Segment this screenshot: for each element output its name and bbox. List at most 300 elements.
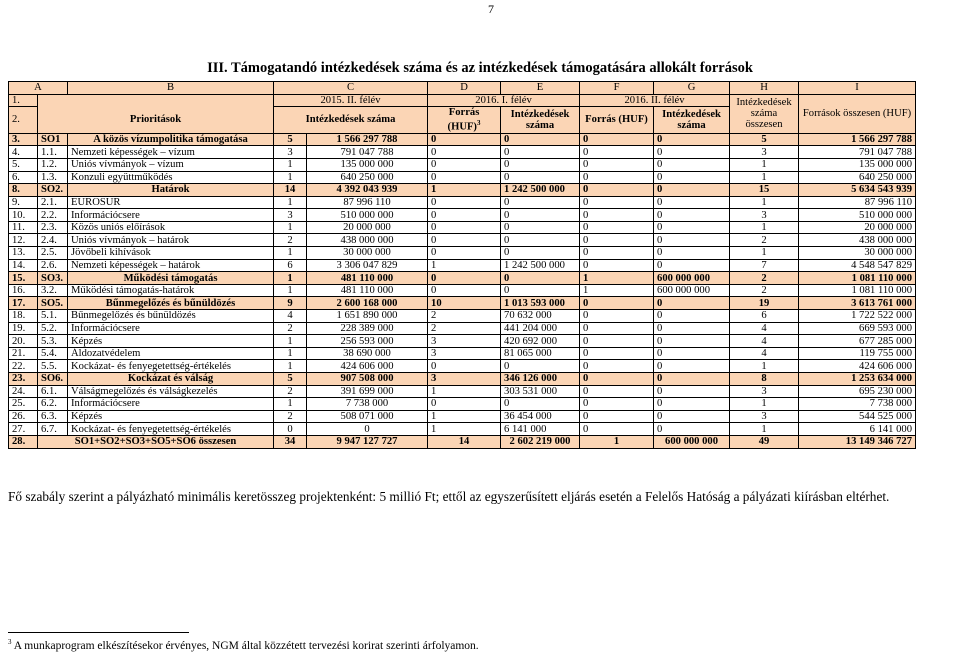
table-cell: 256 593 000 bbox=[307, 335, 428, 348]
table-cell: 1 bbox=[274, 247, 307, 260]
table-cell: 2.3. bbox=[38, 221, 68, 234]
table-cell: 791 047 788 bbox=[799, 146, 916, 159]
col-header bbox=[428, 107, 501, 134]
table-cell: 7 738 000 bbox=[307, 398, 428, 411]
table-cell: 1 566 297 788 bbox=[307, 133, 428, 146]
table-cell: 0 bbox=[580, 373, 654, 386]
table-cell: 6 bbox=[274, 259, 307, 272]
table-cell: 14 bbox=[274, 184, 307, 197]
table-cell: 0 bbox=[654, 410, 730, 423]
table-row bbox=[9, 347, 916, 360]
table-cell: 0 bbox=[274, 423, 307, 436]
table-cell: 0 bbox=[580, 335, 654, 348]
table-cell: Határok bbox=[68, 184, 274, 197]
table-cell: 21. bbox=[9, 347, 38, 360]
table-cell: 19 bbox=[730, 297, 799, 310]
table-cell: 22. bbox=[9, 360, 38, 373]
table-cell: Nemzeti képességek – határok bbox=[68, 259, 274, 272]
table-cell: 3 306 047 829 bbox=[307, 259, 428, 272]
table-cell: 391 699 000 bbox=[307, 385, 428, 398]
table-cell: Válságmegelőzés és válságkezelés bbox=[68, 385, 274, 398]
table-cell: 10. bbox=[9, 209, 38, 222]
table-cell: Kockázat- és fenyegetettség-értékelés bbox=[68, 423, 274, 436]
table-cell: Képzés bbox=[68, 410, 274, 423]
table-cell: 640 250 000 bbox=[799, 171, 916, 184]
table-cell: 49 bbox=[730, 435, 799, 448]
table-cell: 2 bbox=[274, 385, 307, 398]
table-cell: 0 bbox=[501, 196, 580, 209]
table-cell: Információcsere bbox=[68, 322, 274, 335]
table-cell: 1 bbox=[274, 221, 307, 234]
funding-note: Fő szabály szerint a pályázható minimális keretösszeg projektenként: 5 millió Ft; ettől az egyszerűsített eljárás esetén a Felelős Hatóság a pályázati kiírásban eltérhet. bbox=[8, 489, 890, 504]
table-cell: 1 651 890 000 bbox=[307, 310, 428, 323]
table-cell: 81 065 000 bbox=[501, 347, 580, 360]
table-cell: 1 bbox=[274, 196, 307, 209]
table-cell: Kockázat- és fenyegetettség-értékelés bbox=[68, 360, 274, 373]
table-cell: 20. bbox=[9, 335, 38, 348]
table-row bbox=[9, 196, 916, 209]
table-cell: 13 149 346 727 bbox=[799, 435, 916, 448]
table-cell: 17. bbox=[9, 297, 38, 310]
table-cell: 1 bbox=[274, 158, 307, 171]
table-cell: 11. bbox=[9, 221, 38, 234]
table-cell: 0 bbox=[580, 322, 654, 335]
table-cell: 19. bbox=[9, 322, 38, 335]
table-cell: Információcsere bbox=[68, 209, 274, 222]
table-cell: Működési támogatás-határok bbox=[68, 284, 274, 297]
table-cell: 0 bbox=[501, 360, 580, 373]
table-cell: 87 996 110 bbox=[307, 196, 428, 209]
table-cell: 481 110 000 bbox=[307, 284, 428, 297]
table-cell: 8 bbox=[730, 373, 799, 386]
table-cell: Bűnmegelőzés és bűnüldözés bbox=[68, 310, 274, 323]
table-cell: 0 bbox=[501, 158, 580, 171]
footnote-text: A munkaprogram elkészítésekor érvényes, NGM által közzétett tervezési korirat szerinti árfolyamon. bbox=[13, 639, 479, 652]
table-row bbox=[9, 385, 916, 398]
table-row bbox=[9, 247, 916, 260]
col-letter: E bbox=[501, 82, 580, 95]
table-cell: 9 947 127 727 bbox=[307, 435, 428, 448]
table-cell: 5 bbox=[730, 133, 799, 146]
table-cell: Uniós vívmányok – határok bbox=[68, 234, 274, 247]
table-cell: 1 081 110 000 bbox=[799, 284, 916, 297]
table-cell: 7 bbox=[730, 259, 799, 272]
table-cell: 1 bbox=[274, 171, 307, 184]
period-row bbox=[9, 94, 916, 107]
objective-row bbox=[9, 272, 916, 285]
table-cell: 1 bbox=[730, 171, 799, 184]
table-cell: Nemzeti képességek – vízum bbox=[68, 146, 274, 159]
table-cell: 2 bbox=[274, 234, 307, 247]
table-cell: 0 bbox=[428, 158, 501, 171]
col-header: Források összesen (HUF) bbox=[799, 94, 916, 133]
table-cell: 1 253 634 000 bbox=[799, 373, 916, 386]
table-cell: 0 bbox=[501, 234, 580, 247]
table-cell: 0 bbox=[654, 335, 730, 348]
table-cell: 695 230 000 bbox=[799, 385, 916, 398]
table-cell: 34 bbox=[274, 435, 307, 448]
table-cell: 87 996 110 bbox=[799, 196, 916, 209]
table-cell: 1 bbox=[428, 410, 501, 423]
table-cell: 346 126 000 bbox=[501, 373, 580, 386]
table-cell: 1 bbox=[730, 158, 799, 171]
table-cell: 1 722 522 000 bbox=[799, 310, 916, 323]
table-cell: 4 bbox=[274, 310, 307, 323]
table-cell: 6.1. bbox=[38, 385, 68, 398]
table-cell: 2 bbox=[730, 272, 799, 285]
table-cell: 1 566 297 788 bbox=[799, 133, 916, 146]
table-cell: 0 bbox=[428, 146, 501, 159]
table-row bbox=[9, 310, 916, 323]
table-cell: 510 000 000 bbox=[799, 209, 916, 222]
table-cell: 0 bbox=[501, 133, 580, 146]
table-cell: 16. bbox=[9, 284, 38, 297]
table-cell: 438 000 000 bbox=[307, 234, 428, 247]
col-letter: A bbox=[9, 82, 68, 95]
table-cell: 0 bbox=[654, 373, 730, 386]
col-header: Prioritások bbox=[38, 107, 274, 134]
table-cell: 0 bbox=[580, 146, 654, 159]
table-cell: 27. bbox=[9, 423, 38, 436]
table-cell: SO6. bbox=[38, 373, 68, 386]
table-cell: 3 bbox=[428, 373, 501, 386]
table-cell: 600 000 000 bbox=[654, 284, 730, 297]
table-cell: 6 141 000 bbox=[501, 423, 580, 436]
table-row bbox=[9, 284, 916, 297]
table-cell: 600 000 000 bbox=[654, 272, 730, 285]
table-cell: 1 bbox=[274, 272, 307, 285]
table-cell: Kockázat és válság bbox=[68, 373, 274, 386]
table-cell: 5.4. bbox=[38, 347, 68, 360]
table-cell: 1.1. bbox=[38, 146, 68, 159]
table-cell: 3 bbox=[274, 146, 307, 159]
table-cell: 0 bbox=[580, 297, 654, 310]
table-cell: 3 bbox=[730, 209, 799, 222]
table-cell: 4 392 043 939 bbox=[307, 184, 428, 197]
table-cell: 1 bbox=[274, 347, 307, 360]
col-header: Forrás (HUF) bbox=[580, 107, 654, 134]
table-cell: 5.5. bbox=[38, 360, 68, 373]
table-cell: Konzuli együttműködés bbox=[68, 171, 274, 184]
table-cell: 9 bbox=[274, 297, 307, 310]
table-cell: 791 047 788 bbox=[307, 146, 428, 159]
table-cell: 5.2. bbox=[38, 322, 68, 335]
table-row bbox=[9, 335, 916, 348]
table-cell: 1 bbox=[428, 423, 501, 436]
table-cell: Közös uniós előírások bbox=[68, 221, 274, 234]
row-number: 2. bbox=[9, 107, 38, 134]
table-cell: 6 bbox=[730, 310, 799, 323]
table-cell: 0 bbox=[580, 247, 654, 260]
table-cell: EUROSUR bbox=[68, 196, 274, 209]
table-row bbox=[9, 171, 916, 184]
table-cell: 4 bbox=[730, 322, 799, 335]
table-cell: 3.2. bbox=[38, 284, 68, 297]
table-cell: 0 bbox=[428, 284, 501, 297]
col-header: Intézkedések száma bbox=[654, 107, 730, 134]
table-cell: 303 531 000 bbox=[501, 385, 580, 398]
table-cell: 6. bbox=[9, 171, 38, 184]
table-cell: 0 bbox=[428, 398, 501, 411]
table-cell: 0 bbox=[580, 398, 654, 411]
table-row bbox=[9, 398, 916, 411]
table-cell: 0 bbox=[428, 272, 501, 285]
table-cell: 2 602 219 000 bbox=[501, 435, 580, 448]
table-cell: 3 bbox=[730, 146, 799, 159]
table-cell: 0 bbox=[501, 398, 580, 411]
table-cell: 38 690 000 bbox=[307, 347, 428, 360]
table-cell: 1 bbox=[580, 272, 654, 285]
table-cell: 1 bbox=[274, 335, 307, 348]
table-cell: 677 285 000 bbox=[799, 335, 916, 348]
table-cell: 1 bbox=[428, 184, 501, 197]
table-cell: Áldozatvédelem bbox=[68, 347, 274, 360]
col-header: Intézkedések száma bbox=[274, 107, 428, 134]
table-cell: 4 bbox=[730, 335, 799, 348]
table-cell: 9. bbox=[9, 196, 38, 209]
table-cell: 12. bbox=[9, 234, 38, 247]
table-cell: 1 bbox=[580, 435, 654, 448]
table-cell: 2 bbox=[730, 284, 799, 297]
objective-row bbox=[9, 184, 916, 197]
col-letter: G bbox=[654, 82, 730, 95]
table-cell: 508 071 000 bbox=[307, 410, 428, 423]
table-cell: 1 bbox=[730, 360, 799, 373]
period-label: 2015. II. félév bbox=[274, 94, 428, 107]
table-cell: 135 000 000 bbox=[307, 158, 428, 171]
table-cell: 0 bbox=[654, 398, 730, 411]
footnote-separator bbox=[8, 632, 189, 633]
table-cell: 2 bbox=[274, 322, 307, 335]
table-cell: 14. bbox=[9, 259, 38, 272]
table-cell: A közös vízumpolitika támogatása bbox=[68, 133, 274, 146]
table-cell: 1 bbox=[580, 284, 654, 297]
table-cell: 0 bbox=[654, 297, 730, 310]
table-cell: 6.7. bbox=[38, 423, 68, 436]
table-cell: 2 bbox=[274, 410, 307, 423]
table-row bbox=[9, 322, 916, 335]
table-cell: 0 bbox=[501, 284, 580, 297]
table-cell: 1 bbox=[730, 398, 799, 411]
table-cell: 0 bbox=[428, 221, 501, 234]
table-cell: 0 bbox=[501, 209, 580, 222]
table-cell: 669 593 000 bbox=[799, 322, 916, 335]
table-cell: 0 bbox=[580, 171, 654, 184]
col-header-text: Forrás (HUF) bbox=[447, 107, 480, 133]
table-cell: 119 755 000 bbox=[799, 347, 916, 360]
table-row bbox=[9, 423, 916, 436]
period-label: 2016. II. félév bbox=[580, 94, 730, 107]
footnote bbox=[8, 638, 479, 652]
table-row bbox=[9, 259, 916, 272]
table-cell: 0 bbox=[428, 196, 501, 209]
table-cell: 1 bbox=[730, 423, 799, 436]
table-cell: 135 000 000 bbox=[799, 158, 916, 171]
table-cell: 14 bbox=[428, 435, 501, 448]
table-cell: 0 bbox=[428, 247, 501, 260]
table-cell: 1 bbox=[274, 398, 307, 411]
table-cell: 8. bbox=[9, 184, 38, 197]
table-cell: 1 bbox=[428, 259, 501, 272]
col-letter: C bbox=[274, 82, 428, 95]
table-cell: 544 525 000 bbox=[799, 410, 916, 423]
table-cell: 0 bbox=[501, 146, 580, 159]
page-number: 7 bbox=[488, 2, 494, 16]
table-cell: 28. bbox=[9, 435, 38, 448]
table-cell: 640 250 000 bbox=[307, 171, 428, 184]
table-cell: Jövőbeli kihívások bbox=[68, 247, 274, 260]
table-cell: 2.2. bbox=[38, 209, 68, 222]
table-cell: SO2. bbox=[38, 184, 68, 197]
table-cell: 481 110 000 bbox=[307, 272, 428, 285]
objective-row bbox=[9, 373, 916, 386]
table-row bbox=[9, 234, 916, 247]
table-cell: 1 bbox=[274, 360, 307, 373]
table-cell: 7 738 000 bbox=[799, 398, 916, 411]
table-cell: 2 bbox=[730, 234, 799, 247]
table-cell: 6.2. bbox=[38, 398, 68, 411]
table-cell: 4 bbox=[730, 347, 799, 360]
total-label: SO1+SO2+SO3+SO5+SO6 összesen bbox=[38, 435, 274, 448]
table-cell: 2 bbox=[428, 322, 501, 335]
table-cell: Működési támogatás bbox=[68, 272, 274, 285]
footnote-mark: 3 bbox=[476, 119, 481, 128]
period-label: 2016. I. félév bbox=[428, 94, 580, 107]
table-cell: 2.4. bbox=[38, 234, 68, 247]
table-row bbox=[9, 360, 916, 373]
table-cell: 0 bbox=[580, 410, 654, 423]
table-cell: 1.2. bbox=[38, 158, 68, 171]
table-cell: 5 bbox=[274, 373, 307, 386]
table-cell: 30 000 000 bbox=[307, 247, 428, 260]
table-cell: 0 bbox=[501, 272, 580, 285]
table-cell: SO1 bbox=[38, 133, 68, 146]
table-cell: 3 613 761 000 bbox=[799, 297, 916, 310]
col-letter: H bbox=[730, 82, 799, 95]
table-cell: 6.3. bbox=[38, 410, 68, 423]
table-cell: 20 000 000 bbox=[799, 221, 916, 234]
table-cell: 438 000 000 bbox=[799, 234, 916, 247]
objective-row bbox=[9, 133, 916, 146]
table-cell: 36 454 000 bbox=[501, 410, 580, 423]
table-cell: 5.1. bbox=[38, 310, 68, 323]
table-cell: 20 000 000 bbox=[307, 221, 428, 234]
table-cell: 0 bbox=[654, 259, 730, 272]
table-cell: 15. bbox=[9, 272, 38, 285]
table-cell: 3 bbox=[274, 209, 307, 222]
table-cell: 1.3. bbox=[38, 171, 68, 184]
table-cell: 0 bbox=[654, 423, 730, 436]
table-cell: 3 bbox=[428, 347, 501, 360]
table-cell: 0 bbox=[307, 423, 428, 436]
table-cell: 1 bbox=[730, 196, 799, 209]
table-cell: 13. bbox=[9, 247, 38, 260]
table-cell: 1 bbox=[274, 284, 307, 297]
table-cell: 0 bbox=[580, 347, 654, 360]
table-cell: 4. bbox=[9, 146, 38, 159]
table-cell: 30 000 000 bbox=[799, 247, 916, 260]
table-cell: 10 bbox=[428, 297, 501, 310]
column-letters-row bbox=[9, 82, 916, 95]
table-cell: 0 bbox=[580, 360, 654, 373]
col-header: Intézkedések száma bbox=[501, 107, 580, 134]
table-cell: 0 bbox=[580, 196, 654, 209]
table-cell: 0 bbox=[428, 234, 501, 247]
table-cell: 424 606 000 bbox=[799, 360, 916, 373]
blank-cell bbox=[38, 94, 274, 107]
table-cell: 6 141 000 bbox=[799, 423, 916, 436]
table-cell: 1 013 593 000 bbox=[501, 297, 580, 310]
table-row bbox=[9, 158, 916, 171]
table-cell: 5. bbox=[9, 158, 38, 171]
table-cell: 1 bbox=[730, 247, 799, 260]
page-title: III. Támogatandó intézkedések száma és az intézkedések támogatására allokált források bbox=[207, 60, 753, 76]
table-cell: 1 bbox=[730, 221, 799, 234]
table-cell: 26. bbox=[9, 410, 38, 423]
table-cell: 0 bbox=[654, 247, 730, 260]
table-cell: 23. bbox=[9, 373, 38, 386]
table-cell: 228 389 000 bbox=[307, 322, 428, 335]
table-cell: 0 bbox=[654, 133, 730, 146]
table-cell: 0 bbox=[580, 133, 654, 146]
table-cell: 0 bbox=[654, 347, 730, 360]
table-cell: 0 bbox=[580, 158, 654, 171]
col-letter: D bbox=[428, 82, 501, 95]
table-cell: 5 634 543 939 bbox=[799, 184, 916, 197]
table-cell: 0 bbox=[654, 184, 730, 197]
table-cell: 0 bbox=[580, 310, 654, 323]
table-cell: 0 bbox=[580, 221, 654, 234]
table-cell: Uniós vívmányok – vízum bbox=[68, 158, 274, 171]
table-cell: 0 bbox=[654, 146, 730, 159]
table-cell: SO5. bbox=[38, 297, 68, 310]
table-cell: 0 bbox=[654, 322, 730, 335]
table-cell: 4 548 547 829 bbox=[799, 259, 916, 272]
table-cell: 70 632 000 bbox=[501, 310, 580, 323]
table-cell: 0 bbox=[580, 385, 654, 398]
allocation-table bbox=[8, 81, 916, 449]
table-cell: 0 bbox=[654, 221, 730, 234]
table-cell: 0 bbox=[654, 171, 730, 184]
table-cell: 3 bbox=[730, 410, 799, 423]
table-row bbox=[9, 221, 916, 234]
table-cell: 15 bbox=[730, 184, 799, 197]
col-letter: F bbox=[580, 82, 654, 95]
table-cell: 0 bbox=[654, 209, 730, 222]
col-header: Intézkedések száma összesen bbox=[730, 94, 799, 133]
table-cell: 420 692 000 bbox=[501, 335, 580, 348]
table-cell: 0 bbox=[654, 310, 730, 323]
table-cell: 0 bbox=[501, 247, 580, 260]
table-cell: 1 081 110 000 bbox=[799, 272, 916, 285]
col-letter: I bbox=[799, 82, 916, 95]
table-row bbox=[9, 209, 916, 222]
table-cell: Bűnmegelőzés és bűnüldözés bbox=[68, 297, 274, 310]
table-cell: 0 bbox=[428, 209, 501, 222]
table-cell: 25. bbox=[9, 398, 38, 411]
table-cell: 0 bbox=[501, 171, 580, 184]
table-cell: 0 bbox=[654, 234, 730, 247]
table-cell: 2.6. bbox=[38, 259, 68, 272]
table-cell: 1 bbox=[428, 385, 501, 398]
table-cell: 2.5. bbox=[38, 247, 68, 260]
table-cell: Képzés bbox=[68, 335, 274, 348]
table-cell: 907 508 000 bbox=[307, 373, 428, 386]
table-cell: 0 bbox=[501, 221, 580, 234]
table-cell: Információcsere bbox=[68, 398, 274, 411]
table-cell: 5.3. bbox=[38, 335, 68, 348]
table-cell: 0 bbox=[580, 184, 654, 197]
